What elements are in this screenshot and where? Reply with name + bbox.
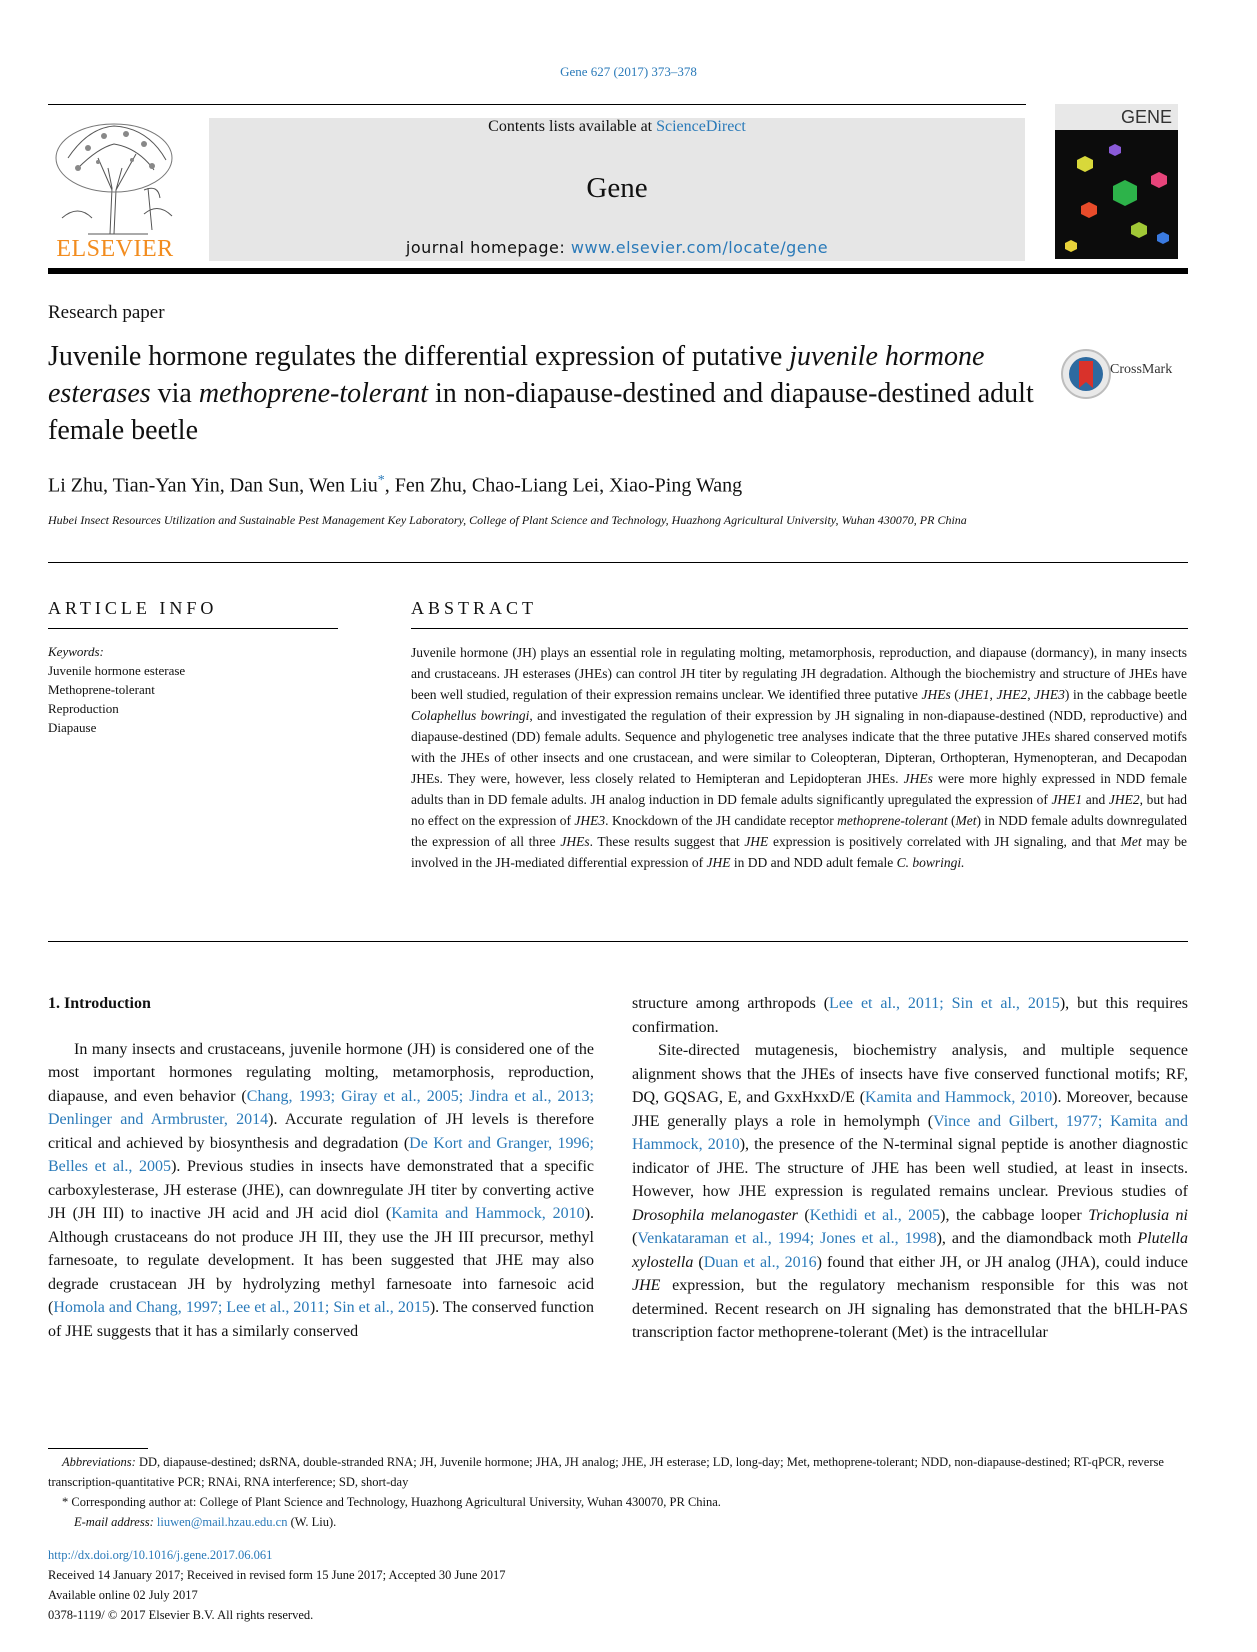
doi-link[interactable]: http://dx.doi.org/10.1016/j.gene.2017.06.061 [48, 1548, 273, 1562]
text-run: Juvenile hormone (JH) plays an essential role in regulating molting, metamorphosis, reproduction, and diapause (dormancy), in many insects and crustaceans. JH esterases (JHEs) can control JH titer by regulating JH degradation. Although the biochemistry and structure of JHEs have been well studied, regulation of their expression remains unclear. We identified three putative [411, 645, 1187, 702]
keyword: Reproduction [48, 701, 119, 716]
introduction-heading: 1. Introduction [48, 995, 151, 1012]
keywords-block [48, 642, 338, 737]
text-run: ) in the cabbage beetle [1064, 687, 1188, 702]
text-run: ( [632, 1230, 638, 1247]
text-run: Site-directed mutagenesis, biochemistry analysis, and multiple sequence alignment shows that the JHEs of insects have five conserved functional motifs; RF, DQ, GQSAG, E, and GxxHxxD/E ( [632, 1042, 1188, 1106]
article-type: Research paper [48, 302, 165, 323]
text-run: , but had no effect on the expression of [411, 792, 1187, 828]
abbreviations-footnote: Abbreviations: DD, diapause-destined; dsRNA, double-stranded RNA; JH, Juvenile hormone; JHA, JH analog; JHE, JH esterase; LD, long-day; Met, methoprene-tolerant; NDD, non-diapause-destined; RT-qPCR, reverse transcription-quantitative PCR; RNAi, RNA interference; SD, short-day [48, 1455, 1164, 1489]
text-run: expression, but the regulatory mechanism responsible for this was not determined. Recent research on JH signaling has demonstrated that the bHLH-PAS transcription factor methoprene-tolerant (Met) is the intracellular [632, 1277, 1188, 1341]
text-run: and [1082, 792, 1109, 807]
text-run: ) found that either JH, or JH analog (JHA), could induce [816, 1253, 1189, 1271]
italic-term: JHE [744, 834, 769, 849]
reference-link[interactable]: Kethidi et al., 2005 [809, 1206, 941, 1224]
italic-term: Plutella xylostella [632, 1230, 1188, 1271]
header-rule [48, 104, 1026, 105]
keywords-label: Keywords: [48, 644, 104, 659]
text-run: , [1027, 687, 1035, 702]
corresponding-footnote: * Corresponding author at: College of Plant Science and Technology, Huazhong Agricultural University, Wuhan 430070, PR China. [62, 1495, 721, 1509]
italic-term: JHE2 [996, 687, 1028, 702]
copyright: 0378-1119/ © 2017 Elsevier B.V. All rights reserved. [48, 1608, 314, 1622]
reference-link[interactable]: Kamita and Hammock, 2010 [391, 1205, 585, 1222]
italic-term: Colaphellus bowringi [411, 708, 530, 723]
italic-term: Met [955, 813, 977, 828]
reference-link[interactable]: Venkataraman et al., 1994; Jones et al., 1998 [637, 1230, 937, 1247]
italic-term: methoprene-tolerant [837, 813, 948, 828]
email-footnote: E-mail address: liuwen@mail.hzau.edu.cn (W. Liu). [74, 1515, 337, 1529]
journal-name: Gene [586, 172, 648, 204]
text-run: , and investigated the regulation of their expression by JH signaling in non-diapause-destined (NDD, reproductive) and diapause-destined (DD) female adults. Sequence and phylogenetic tree analyses indicate that the three putative JHEs shared conserved motifs with the JHEs of other insects and one crustacean, and were similar to Coleopteran, Dipteran, Orthopteran, Hymenopteran, and Decapodan JHEs. They were, however, less closely related to Hemipteran and Lepidopteran JHEs. [411, 708, 1187, 786]
text-run: were more highly expressed in NDD female adults than in DD female adults. JH analog induction in DD female adults significantly upregulated the expression of [411, 771, 1187, 807]
text-run: ( [950, 687, 959, 702]
abstract-rule [411, 628, 1188, 629]
sciencedirect-link[interactable]: ScienceDirect [656, 118, 746, 135]
journal-cover[interactable] [1055, 104, 1178, 259]
italic-term: JHE3 [574, 813, 606, 828]
text-run: ) in NDD female adults downregulated the expression of all three [411, 813, 1188, 849]
contents-line: Contents lists available at ScienceDirect [488, 118, 746, 135]
body-left-column [48, 992, 594, 1343]
text-run: ). Previous studies in insects have demonstrated that a specific carboxylesterase, JH esterase (JHE), can downregulate JH titer by converting active JH (JH III) to inactive JH acid and JH acid diol ( [48, 1158, 594, 1222]
text-run: structure among arthropods ( [632, 995, 830, 1012]
cover-title: GENE [1120, 107, 1172, 127]
italic-term: JHE1 [1051, 792, 1083, 807]
text-run: ), the cabbage looper [940, 1206, 1089, 1224]
text-run: . These results suggest that [589, 834, 745, 849]
header-thick-rule [48, 268, 1188, 274]
italic-term: JHEs [921, 687, 951, 702]
received-dates: Received 14 January 2017; Received in revised form 15 June 2017; Accepted 30 June 2017 [48, 1568, 506, 1582]
reference-link[interactable]: Lee et al., 2011; Sin et al., 2015 [829, 995, 1060, 1012]
intro-paragraph [632, 1039, 1188, 1345]
text-run: expression is positively correlated with JH signaling, and that [768, 834, 1121, 849]
text-run: . Knockdown of the JH candidate receptor [605, 813, 838, 828]
italic-term: JHE3 [1034, 687, 1065, 702]
affiliation: Hubei Insect Resources Utilization and Sustainable Pest Management Key Laboratory, College of Plant Science and Technology, Huazhong Agricultural University, Wuhan 430070, PR China [48, 513, 967, 527]
crossmark-label[interactable]: CrossMark [1110, 362, 1173, 377]
reference-link[interactable]: Kamita and Hammock, 2010 [865, 1089, 1053, 1106]
italic-term: Met [1120, 834, 1142, 849]
abstract-text [411, 642, 1187, 873]
italic-term: JHEs [560, 834, 590, 849]
article-title: Juvenile hormone regulates the differential expression of putative juvenile hormone esterases via methoprene-tolerant in non-diapause-destined and diapause-destined adult female beetle [48, 341, 1034, 446]
keyword: Methoprene-tolerant [48, 682, 155, 697]
footnote-rule [48, 1448, 148, 1449]
text-run: may be involved in the JH-mediated differential expression of [411, 834, 1187, 870]
reference-link[interactable]: Homola and Chang, 1997; Lee et al., 2011; Sin et al., 2015 [53, 1299, 430, 1316]
reference-link[interactable]: De Kort and Granger, 1996; Belles et al., 2005 [48, 1134, 595, 1175]
crossmark-icon[interactable] [1060, 348, 1112, 400]
journal-citation[interactable]: Gene 627 (2017) 373–378 [560, 64, 697, 79]
text-run: ), and the diamondback moth [936, 1230, 1138, 1247]
affiliation-rule [48, 562, 1188, 563]
text-run: ). The conserved function of JHE suggests that it has a similarly conserved [48, 1299, 594, 1340]
publisher-wordmark: ELSEVIER [56, 236, 174, 262]
article-history [48, 1545, 1188, 1625]
homepage-line: journal homepage: www.elsevier.com/locate/gene [405, 238, 829, 257]
keyword: Juvenile hormone esterase [48, 663, 186, 678]
email-link[interactable]: liuwen@mail.hzau.edu.cn [156, 1515, 288, 1529]
abstract-heading: ABSTRACT [411, 598, 538, 618]
reference-link[interactable]: Chang, 1993; Giray et al., 2005; Jindra et al., 2013; Denlinger and Armbruster, 2014 [48, 1087, 594, 1128]
italic-term: C. bowringi. [896, 855, 965, 870]
abstract-bottom-rule [48, 941, 1188, 942]
text-run: ( [797, 1206, 810, 1224]
keyword: Diapause [48, 720, 97, 735]
article-info-rule [48, 628, 338, 629]
corresponding-author-marker[interactable]: * [377, 473, 385, 488]
online-date: Available online 02 July 2017 [48, 1588, 198, 1602]
text-run: , [989, 687, 997, 702]
text-run: ( [693, 1253, 704, 1271]
text-run: ). Accurate regulation of JH levels is therefore critical and achieved by biosynthesis and degradation ( [48, 1111, 594, 1152]
intro-paragraph [48, 1038, 594, 1344]
intro-paragraph-continued [632, 992, 1188, 1039]
italic-term: Drosophila melanogaster [632, 1206, 798, 1224]
italic-term: JHE1 [958, 687, 990, 702]
text-run: ). Although crustaceans do not produce JH III, they use the JH III precursor, methyl farnesoate, to regulate development. It has been suggested that JHE may also degrade crustacean JH by hydrolyzing methyl farnesoate into farnesoic acid ( [48, 1205, 595, 1316]
reference-link[interactable]: Duan et al., 2016 [703, 1253, 817, 1271]
italic-term: JHE [706, 855, 731, 870]
text-run: ), but this requires confirmation. [632, 995, 1189, 1036]
italic-term: JHEs [903, 771, 933, 786]
italic-term: Trichoplusia ni [1088, 1206, 1189, 1224]
text-run: ). Moreover, because JHE generally plays a role in hemolymph ( [632, 1089, 1189, 1130]
author-list: Li Zhu, Tian-Yan Yin, Dan Sun, Wen Liu*, Fen Zhu, Chao-Liang Lei, Xiao-Ping Wang [48, 473, 743, 497]
homepage-link[interactable]: www.elsevier.com/locate/gene [570, 238, 829, 257]
text-run: in DD and NDD adult female [730, 855, 897, 870]
article-info-heading: ARTICLE INFO [48, 598, 218, 618]
text-run: In many insects and crustaceans, juvenile hormone (JH) is considered one of the most important hormones regulating molting, metamorphosis, reproduction, diapause, and even behavior ( [48, 1040, 594, 1105]
italic-term: JHE [632, 1277, 661, 1294]
text-run: ( [947, 813, 956, 828]
reference-link[interactable]: Vince and Gilbert, 1977; Kamita and Hammock, 2010 [632, 1112, 1188, 1153]
italic-term: JHE2 [1108, 792, 1140, 807]
body-right-column [632, 992, 1188, 1345]
text-run: ), the presence of the N-terminal signal peptide is another diagnostic indicator of JHE. The structure of JHE has been well studied, at least in insects. However, how JHE expression is regulated remains unclear. Previous studies of [632, 1136, 1188, 1200]
footnotes [48, 1452, 1188, 1532]
